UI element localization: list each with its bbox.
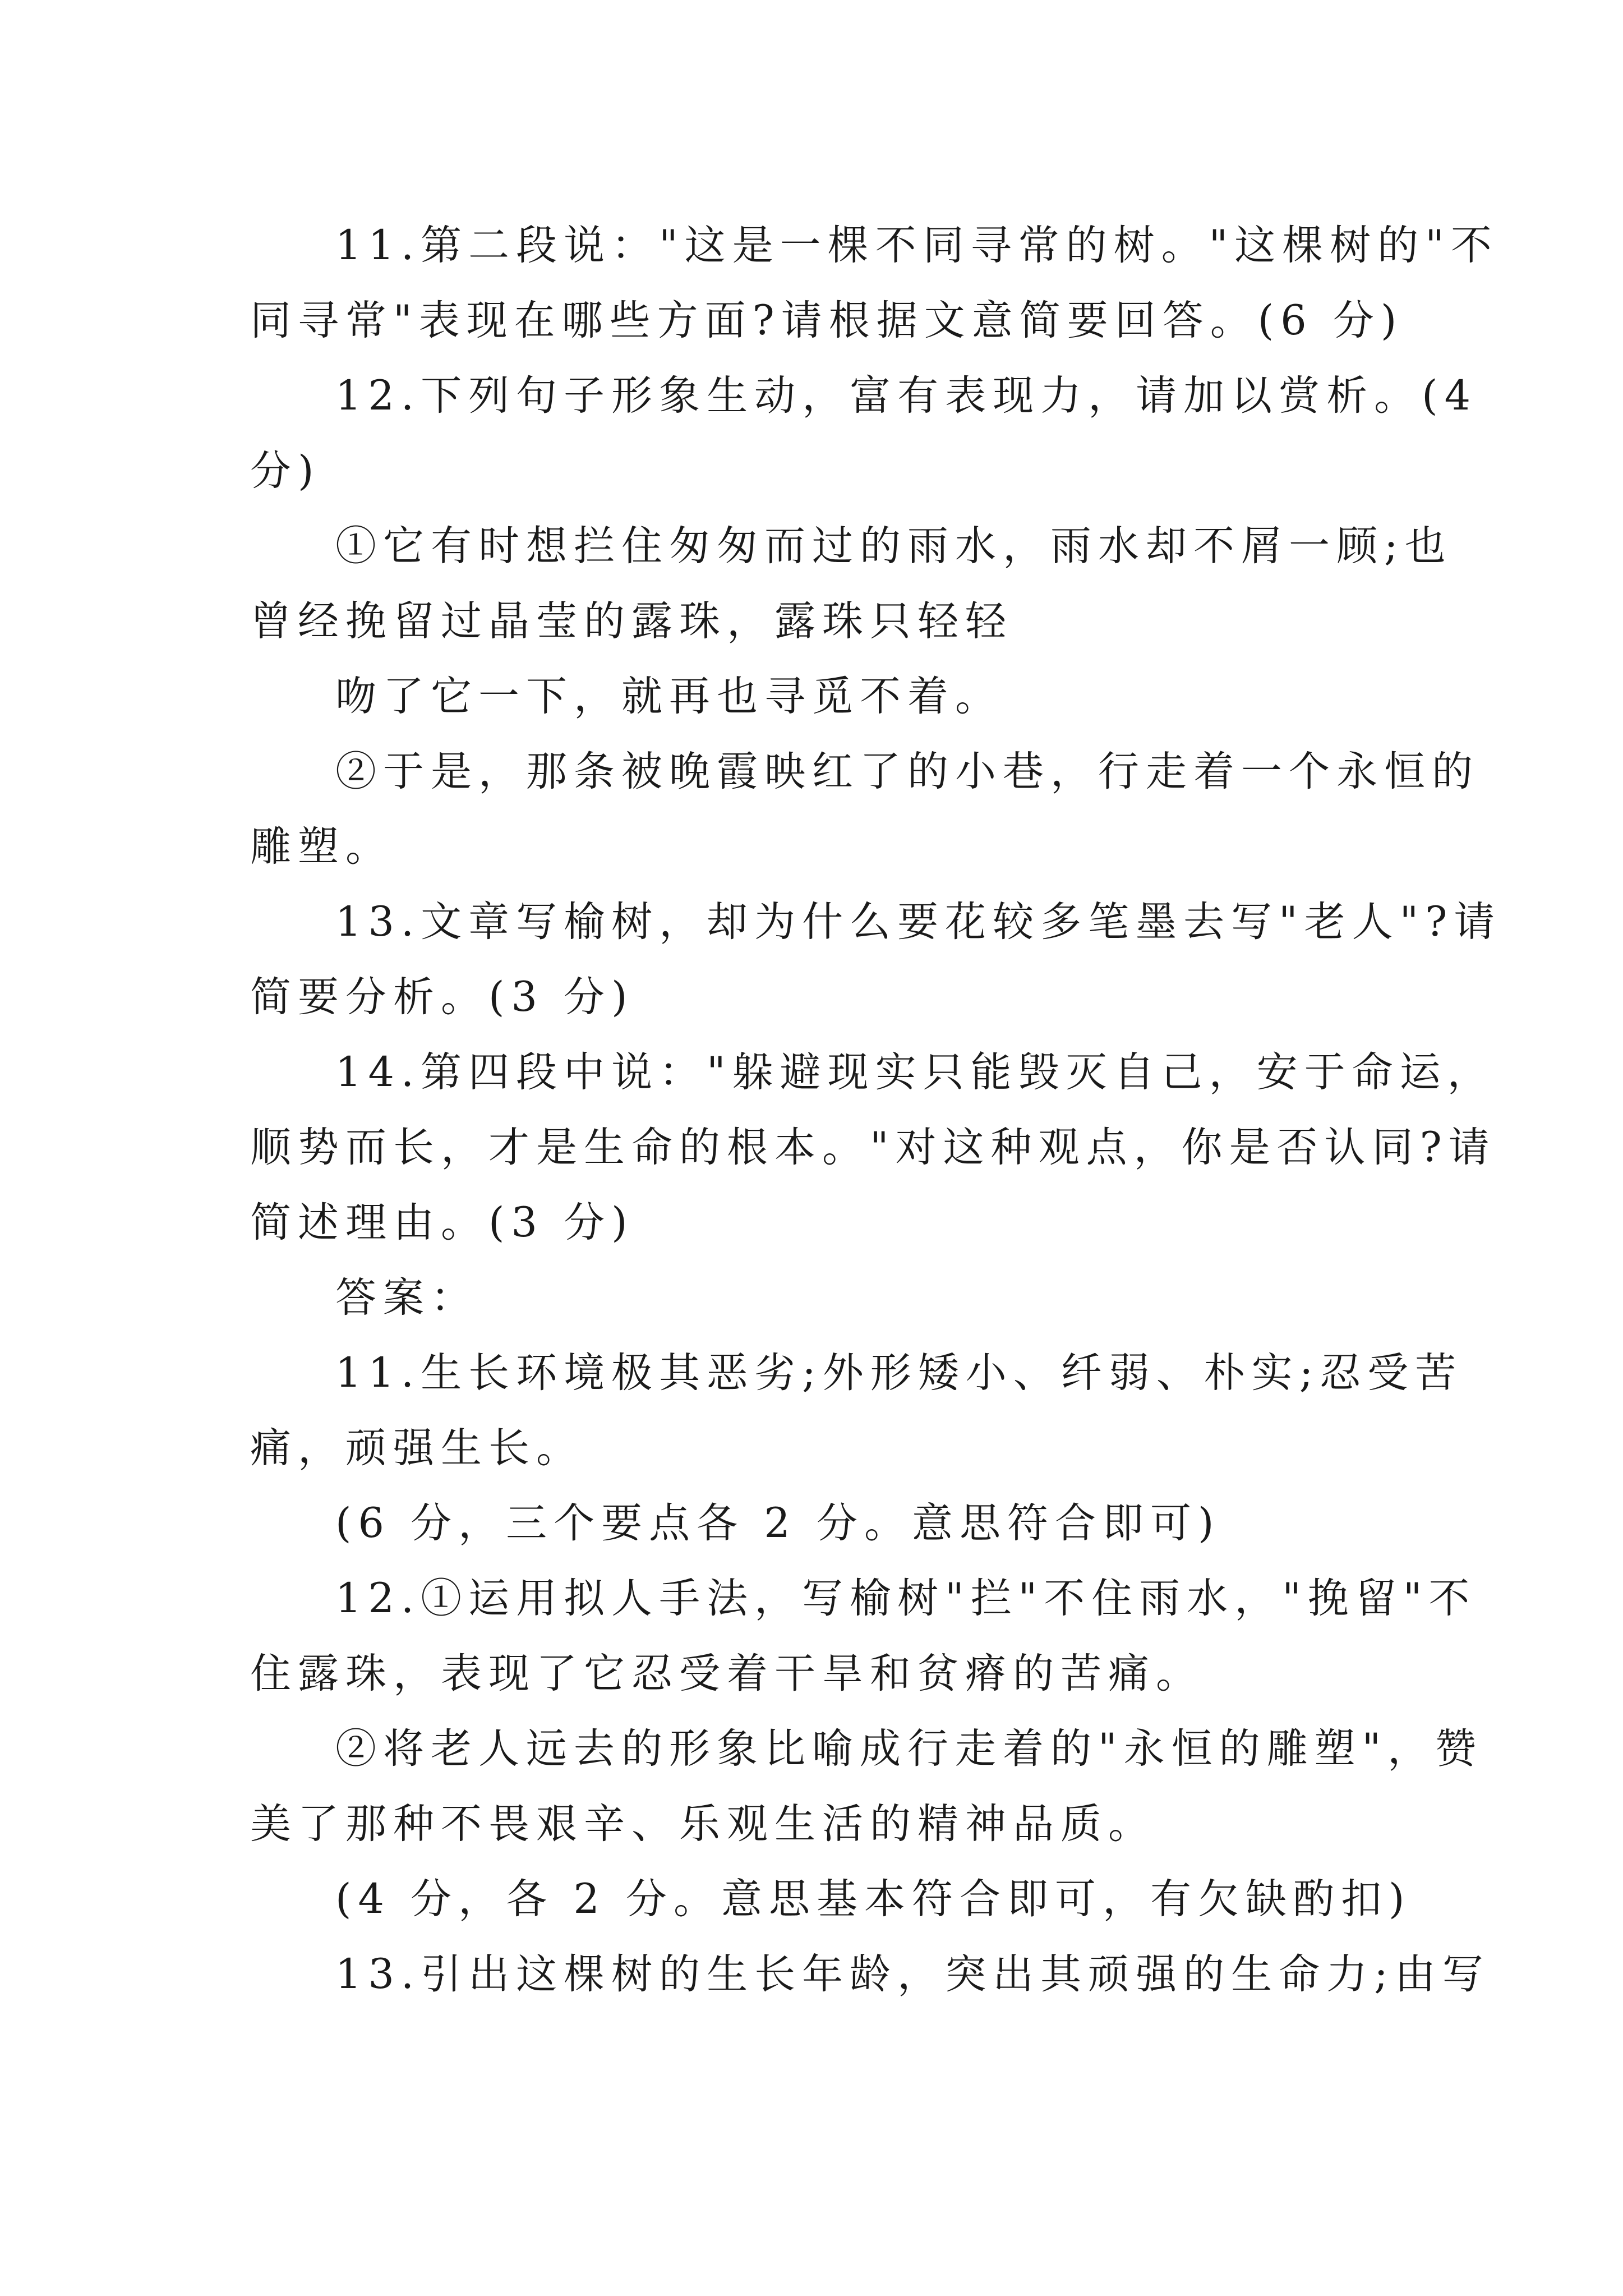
q11-line-2: 同寻常"表现在哪些方面?请根据文意简要回答。(6 分) bbox=[250, 297, 1404, 344]
q11-line-1: 11.第二段说："这是一棵不同寻常的树。"这棵树的"不 bbox=[335, 222, 1498, 269]
q13-line-2: 简要分析。(3 分) bbox=[250, 973, 634, 1021]
q12-line-2: 分) bbox=[250, 447, 321, 495]
q14-line-1: 14.第四段中说："躲避现实只能毁灭自己，安于命运， bbox=[335, 1048, 1495, 1096]
answer-heading: 答案： bbox=[335, 1274, 478, 1322]
a13-line-1: 13.引出这棵树的生长年龄，突出其顽强的生命力;由写 bbox=[335, 1950, 1490, 1998]
a11-line-2: 痛，顽强生长。 bbox=[250, 1424, 584, 1472]
a12-scoring-note: (4 分，各 2 分。意思基本符合即可，有欠缺酌扣) bbox=[335, 1875, 1412, 1923]
q12-sentence-1-line-3: 吻了它一下，就再也寻觅不着。 bbox=[335, 673, 1003, 720]
q12-sentence-1-line-2: 曾经挽留过晶莹的露珠，露珠只轻轻 bbox=[250, 597, 1013, 645]
q14-line-2: 顺势而长，才是生命的根本。"对这种观点，你是否认同?请 bbox=[250, 1124, 1496, 1171]
a12-line-3: ②将老人远去的形象比喻成行走着的"永恒的雕塑"，赞 bbox=[335, 1725, 1483, 1773]
a11-line-1: 11.生长环境极其恶劣;外形矮小、纤弱、朴实;忍受苦 bbox=[335, 1349, 1463, 1397]
q12-sentence-2-line-1: ②于是，那条被晚霞映红了的小巷，行走着一个永恒的 bbox=[335, 748, 1479, 795]
q14-line-3: 简述理由。(3 分) bbox=[250, 1199, 634, 1246]
a11-scoring-note: (6 分，三个要点各 2 分。意思符合即可) bbox=[335, 1499, 1221, 1547]
a12-line-4: 美了那种不畏艰辛、乐观生活的精神品质。 bbox=[250, 1800, 1156, 1848]
a12-line-1: 12.①运用拟人手法，写榆树"拦"不住雨水，"挽留"不 bbox=[335, 1575, 1477, 1622]
q12-sentence-2-line-2: 雕塑。 bbox=[250, 823, 393, 871]
a12-line-2: 住露珠，表现了它忍受着干旱和贫瘠的苦痛。 bbox=[250, 1650, 1204, 1697]
q12-sentence-1-line-1: ①它有时想拦住匆匆而过的雨水，雨水却不屑一顾;也 bbox=[335, 522, 1453, 570]
q13-line-1: 13.文章写榆树，却为什么要花较多笔墨去写"老人"?请 bbox=[335, 898, 1502, 946]
q12-line-1: 12.下列句子形象生动，富有表现力，请加以赏析。(4 bbox=[335, 372, 1478, 420]
